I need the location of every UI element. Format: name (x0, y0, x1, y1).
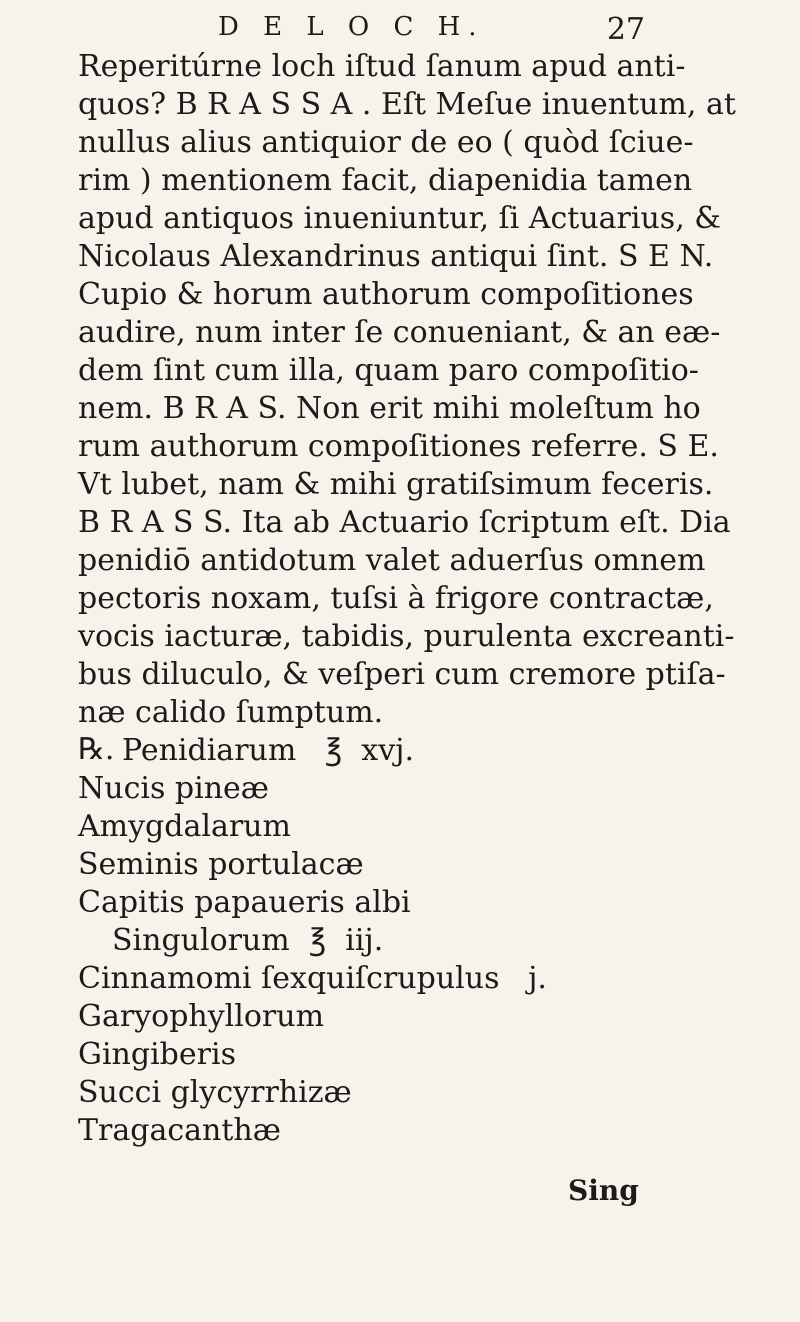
text-line: Cupio & horum authorum compoſitiones (78, 277, 694, 312)
text-line: næ calido ſumptum. (78, 695, 384, 730)
catchword: Sing (568, 1174, 639, 1207)
text-line: vocis iacturæ, tabidis, purulenta excreanti- (78, 619, 735, 654)
text-line: bus diluculo, & veſperi cum cremore ptiſa- (78, 657, 726, 692)
recipe-item: Cinnamomi ſexquiſcrupulus j. (78, 961, 547, 996)
text-line: nullus alius antiquior de eo ( quòd ſciue- (78, 125, 694, 160)
text-line: quos? B R A S S A . Eſt Meſue inuentum, at (78, 87, 736, 122)
recipe-item: Garyophyllorum (78, 999, 325, 1034)
recipe-item: Seminis portulacæ (78, 847, 364, 882)
text-line: nem. B R A S. Non erit mihi moleſtum ho (78, 391, 701, 426)
recipe-item: Penidiarum ℥ xvj. (122, 733, 415, 768)
text-line: penidiō antidotum valet aduerſus omnem (78, 543, 706, 578)
text-line: Vt lubet, nam & mihi gratiſsimum feceris. (78, 467, 714, 502)
text-line: pectoris noxam, tuſsi à frigore contractæ, (78, 581, 714, 616)
recipe-item: Succi glycyrrhizæ (78, 1075, 352, 1110)
text-line: B R A S S. Ita ab Actuario ſcriptum eſt. Dia (78, 505, 731, 540)
running-title: D E L O C H. (218, 12, 485, 42)
text-line: rum authorum compoſitiones referre. S E. (78, 429, 719, 464)
page-number: 27 (606, 12, 645, 47)
text-line: rim ) mentionem facit, diapenidia tamen (78, 163, 693, 198)
recipe-item: Gingiberis (78, 1037, 236, 1072)
recipe-item: Capitis papaueris albi (78, 885, 411, 920)
text-line: audire, num inter ſe conueniant, & an eæ- (78, 315, 721, 350)
recipe-item: Amygdalarum (78, 809, 291, 844)
recipe-item: Nucis pineæ (78, 771, 269, 806)
text-line: Nicolaus Alexandrinus antiqui ſint. S E N. (78, 239, 714, 274)
recipe-item: Singulorum ℥ iij. (112, 923, 384, 958)
text-line: Reperitúrne loch iſtud ſanum apud anti- (78, 49, 686, 84)
recipe-item: Tragacanthæ (78, 1113, 281, 1148)
recipe-symbol: ℞. (78, 732, 115, 767)
text-line: dem ſint cum illa, quam paro compoſitio- (78, 353, 699, 388)
running-header (0, 8, 800, 48)
text-line: apud antiquos inueniuntur, ſi Actuarius, & (78, 201, 721, 236)
